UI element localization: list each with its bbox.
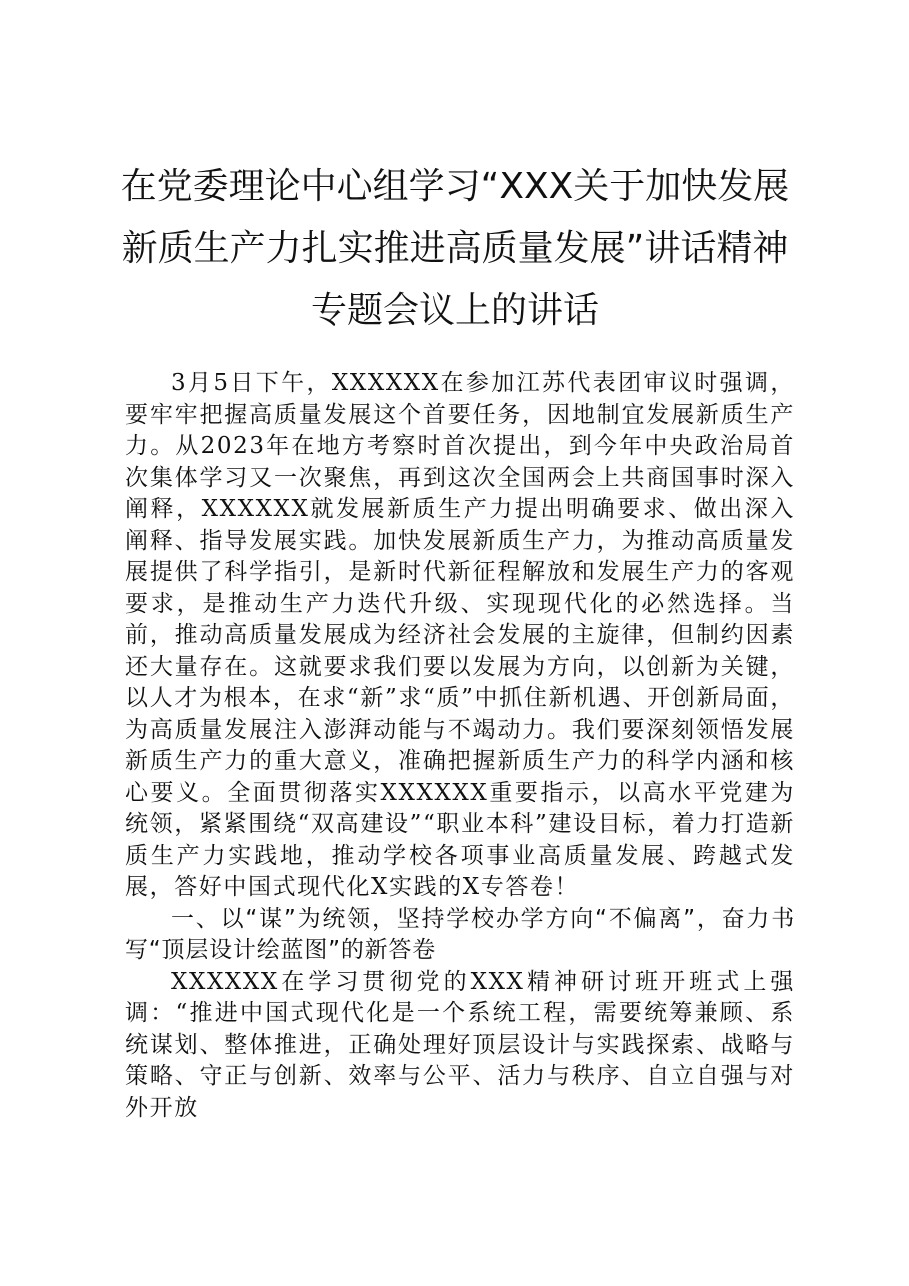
- section-heading-1: 一、以“谋”为统领，坚持学校办学方向“不偏离”，奋力书写“顶层设计绘蓝图”的新答卷: [125, 905, 795, 963]
- document-title: 在党委理论中心组学习“XXX关于加快发展新质生产力扎实推进高质量发展”讲话精神专题会议上的讲话: [120, 166, 790, 331]
- intro-paragraph: 3月5日下午，XXXXXX在参加江苏代表团审议时强调，要牢牢把握高质量发展这个首要任务，因地制宜发展新质生产力。从2023年在地方考察时首次提出，到今年中央政治局首次集体学习又一次聚焦，再到这次全国两会上共商国事时深入阐释，XXXXXX就发展新质生产力提出明确要求、做出深入阐释、指导发展实践。加快发展新质生产力，为推动高质量发展提供了科学指引，是新时代新征程解放和发展生产力的客观要求，是推动生产力迭代升级、实现现代化的必然选择。当前，推动高质量发展成为经济社会发展的主旋律，但制约因素还大量存在。这就要求我们要以发展为方向，以创新为关键，以人才为根本，在求“新”求“质”中抓住新机遇、开创新局面，为高质量发展注入澎湃动能与不竭动力。我们要深刻领悟发展新质生产力的重大意义，准确把握新质生产力的科学内涵和核心要义。全面贯彻落实XXXXXX重要指示，以高水平党建为统领，紧紧围绕“双高建设”“职业本科”建设目标，着力打造新质生产力实践地，推动学校各项事业高质量发展、跨越式发展，答好中国式现代化X实践的X专答卷！: [125, 370, 795, 900]
- section-1-paragraph: XXXXXX在学习贯彻党的XXX精神研讨班开班式上强调：“推进中国式现代化是一个系统工程，需要统筹兼顾、系统谋划、整体推进，正确处理好顶层设计与实践探索、战略与策略、守正与创新、效率与公平、活力与秩序、自立自强与对外开放: [125, 968, 795, 1121]
- document-body: [125, 368, 795, 1124]
